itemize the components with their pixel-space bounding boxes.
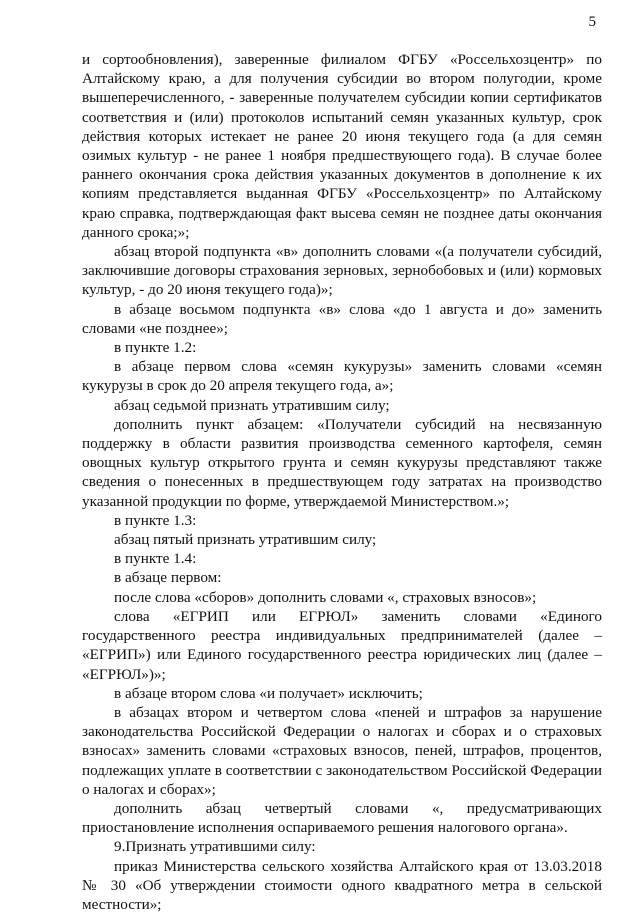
paragraph: абзац седьмой признать утратившим силу; <box>114 396 390 414</box>
paragraph: в абзаце втором слова «и получает» исключить; <box>114 684 423 702</box>
paragraph: дополнить абзац четвертый словами «, предусматривающих приостановление исполнения оспариваемого решения налогового органа». <box>82 799 602 837</box>
page-number: 5 <box>588 14 596 30</box>
document-body <box>82 50 602 914</box>
paragraph: дополнить пункт абзацем: «Получатели субсидий на несвязанную поддержку в области развития производства семенного картофеля, семян овощных культур открытого грунта и семян кукурузы представляют также сведения о понесенных в предшествующем году затратах на производство указанной продукции по форме, утверждаемой Министерством.»; <box>82 415 602 510</box>
paragraph: в пункте 1.2: <box>114 339 197 357</box>
paragraph: в абзацах втором и четвертом слова «пеней и штрафов за нарушение законодательства Российской Федерации о налогах и сборах и о страховых взносах» заменить словами «страховых взносов, пеней, штрафов, процентов, подлежащих уплате в соответствии с законодательством Российской Федерации о налогах и сборах»; <box>82 703 602 798</box>
paragraph: приказ Министерства сельского хозяйства Алтайского края от 13.03.2018 № 30 «Об утверждении стоимости одного квадратного метра в сельской местности»; <box>82 857 602 913</box>
paragraph: в пункте 1.4: <box>114 550 197 568</box>
paragraph: после слова «сборов» дополнить словами «, страховых взносов»; <box>114 588 537 606</box>
section-heading: 9.Признать утратившими силу: <box>114 838 316 856</box>
paragraph: абзац пятый признать утратившим силу; <box>114 531 377 549</box>
paragraph: в абзаце восьмом подпункта «в» слова «до 1 августа и до» заменить словами «не позднее»; <box>82 300 602 337</box>
paragraph: в абзаце первом: <box>114 569 222 587</box>
paragraph-continuation: и сортообновления), заверенные филиалом ФГБУ «Россельхозцентр» по Алтайскому краю, а для получения субсидии во втором полугодии, кроме вышеперечисленного, - заверенные получателем субсидии копии сертификатов соответствия и (или) протоколов испытаний семян указанных культур, срок действия которых истекает не ранее 20 июня текущего года (а для семян озимых культур - не ранее 1 ноября предшествующего года). В случае более раннего окончания срока действия указанных документов в дополнение к их копиям представляется выданная ФГБУ «Россельхозцентр» по Алтайскому краю справка, подтверждающая факт высева семян не позднее даты окончания данного срока;»; <box>82 51 602 241</box>
paragraph: в абзаце первом слова «семян кукурузы» заменить словами «семян кукурузы в срок до 20 апреля текущего года, а»; <box>82 358 602 395</box>
paragraph: слова «ЕГРИП или ЕГРЮЛ» заменить словами «Единого государственного реестра индивидуальных предпринимателей (далее – «ЕГРИП») или Единого государственного реестра юридических лиц (далее – «ЕГРЮЛ»)»; <box>82 607 602 683</box>
paragraph: абзац второй подпункта «в» дополнить словами «(а получатели субсидий, заключившие договоры страхования зерновых, зернобобовых и (или) кормовых культур, - до 20 июня текущего года)»; <box>82 243 602 299</box>
paragraph: в пункте 1.3: <box>114 511 197 529</box>
